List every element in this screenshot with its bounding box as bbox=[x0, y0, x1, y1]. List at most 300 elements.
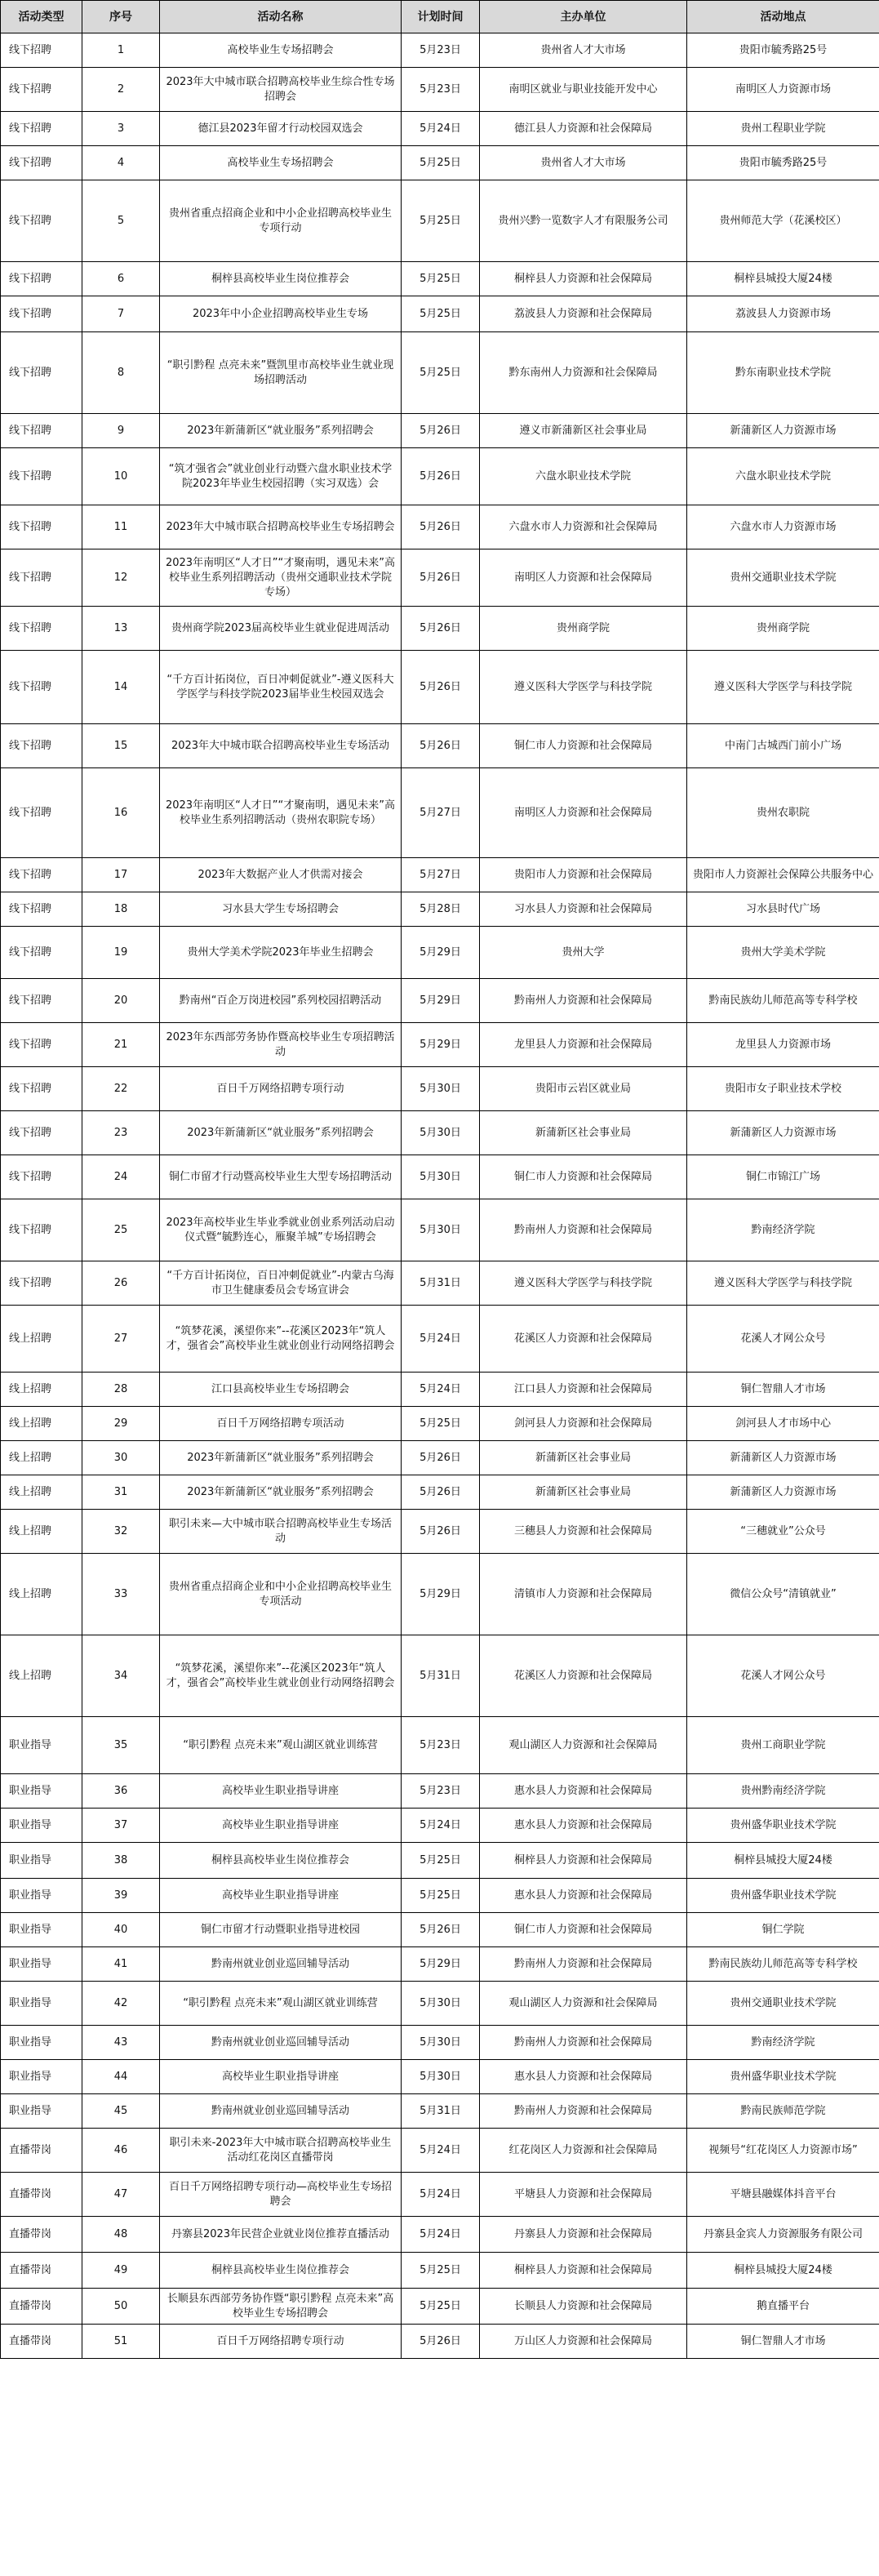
table-row bbox=[1, 262, 879, 296]
type-cell: 直播带岗 bbox=[1, 2289, 82, 2325]
date-cell: 5月25日 bbox=[402, 2253, 480, 2289]
date-cell: 5月24日 bbox=[402, 1373, 480, 1407]
type-cell: 线下招聘 bbox=[1, 332, 82, 414]
date-cell: 5月31日 bbox=[402, 2094, 480, 2129]
table-row bbox=[1, 2094, 879, 2129]
table-row bbox=[1, 448, 879, 505]
number-cell: 41 bbox=[82, 1947, 160, 1982]
type-cell: 职业指导 bbox=[1, 1947, 82, 1982]
place-cell: 铜仁智鼎人才市场 bbox=[687, 1373, 879, 1407]
place-cell: 新蒲新区人力资源市场 bbox=[687, 1475, 879, 1510]
table-body bbox=[1, 33, 879, 2359]
place-cell: 贵州交通职业技术学院 bbox=[687, 1982, 879, 2026]
activity-name-cell: 2023年大数据产业人才供需对接会 bbox=[160, 858, 402, 892]
number-cell: 43 bbox=[82, 2026, 160, 2060]
number-cell: 34 bbox=[82, 1635, 160, 1717]
place-cell: 桐梓县城投大厦24楼 bbox=[687, 262, 879, 296]
activity-name-cell: 职引未来—大中城市联合招聘高校毕业生专场活动 bbox=[160, 1510, 402, 1554]
activity-name-cell: 黔南州就业创业巡回辅导活动 bbox=[160, 2026, 402, 2060]
type-cell: 线下招聘 bbox=[1, 858, 82, 892]
place-cell: 贵阳市女子职业技术学校 bbox=[687, 1067, 879, 1111]
type-cell: 线下招聘 bbox=[1, 549, 82, 607]
host-cell: 新蒲新区社会事业局 bbox=[480, 1441, 687, 1475]
place-cell: 贵州盛华职业技术学院 bbox=[687, 2060, 879, 2094]
host-cell: 黔南州人力资源和社会保障局 bbox=[480, 1947, 687, 1982]
activity-name-cell: 百日千万网络招聘专项行动—高校毕业生专场招聘会 bbox=[160, 2173, 402, 2217]
date-cell: 5月25日 bbox=[402, 332, 480, 414]
date-cell: 5月26日 bbox=[402, 448, 480, 505]
place-cell: 新蒲新区人力资源市场 bbox=[687, 1111, 879, 1155]
type-cell: 线下招聘 bbox=[1, 112, 82, 146]
number-cell: 14 bbox=[82, 651, 160, 724]
type-cell: 线下招聘 bbox=[1, 1067, 82, 1111]
number-cell: 37 bbox=[82, 1809, 160, 1843]
table-row bbox=[1, 332, 879, 414]
date-cell: 5月23日 bbox=[402, 1774, 480, 1809]
table-row bbox=[1, 927, 879, 979]
host-cell: 剑河县人力资源和社会保障局 bbox=[480, 1407, 687, 1441]
activity-name-cell: “千方百计拓岗位，百日冲刺促就业”-遵义医科大学医学与科技学院2023届毕业生校园双选会 bbox=[160, 651, 402, 724]
type-cell: 职业指导 bbox=[1, 1879, 82, 1913]
date-cell: 5月31日 bbox=[402, 1635, 480, 1717]
number-cell: 15 bbox=[82, 724, 160, 768]
date-cell: 5月25日 bbox=[402, 146, 480, 180]
number-cell: 4 bbox=[82, 146, 160, 180]
table-row bbox=[1, 1554, 879, 1635]
date-cell: 5月23日 bbox=[402, 33, 480, 68]
host-cell: 铜仁市人力资源和社会保障局 bbox=[480, 1913, 687, 1947]
place-cell: 贵州师范大学（花溪校区） bbox=[687, 180, 879, 262]
host-cell: 德江县人力资源和社会保障局 bbox=[480, 112, 687, 146]
date-cell: 5月29日 bbox=[402, 927, 480, 979]
number-cell: 45 bbox=[82, 2094, 160, 2129]
type-cell: 直播带岗 bbox=[1, 2325, 82, 2359]
host-cell: 铜仁市人力资源和社会保障局 bbox=[480, 1155, 687, 1199]
type-cell: 线下招聘 bbox=[1, 146, 82, 180]
number-cell: 13 bbox=[82, 607, 160, 651]
type-cell: 线下招聘 bbox=[1, 768, 82, 858]
table-row bbox=[1, 549, 879, 607]
table-row bbox=[1, 2217, 879, 2253]
activity-name-cell: “职引黔程 点亮未来”观山湖区就业训练营 bbox=[160, 1982, 402, 2026]
host-cell: 龙里县人力资源和社会保障局 bbox=[480, 1023, 687, 1067]
type-cell: 线下招聘 bbox=[1, 1023, 82, 1067]
place-cell: 新蒲新区人力资源市场 bbox=[687, 414, 879, 448]
table-row bbox=[1, 1407, 879, 1441]
number-cell: 10 bbox=[82, 448, 160, 505]
table-row bbox=[1, 607, 879, 651]
host-cell: 遵义市新蒲新区社会事业局 bbox=[480, 414, 687, 448]
host-cell: 万山区人力资源和社会保障局 bbox=[480, 2325, 687, 2359]
activity-name-cell: “筑才强省会”就业创业行动暨六盘水职业技术学院2023年毕业生校园招聘（实习双选）会 bbox=[160, 448, 402, 505]
number-cell: 47 bbox=[82, 2173, 160, 2217]
host-cell: 贵阳市云岩区就业局 bbox=[480, 1067, 687, 1111]
place-cell: 花溪人才网公众号 bbox=[687, 1635, 879, 1717]
table-row bbox=[1, 768, 879, 858]
number-cell: 26 bbox=[82, 1261, 160, 1306]
activity-name-cell: 江口县高校毕业生专场招聘会 bbox=[160, 1373, 402, 1407]
place-cell: 铜仁市锦江广场 bbox=[687, 1155, 879, 1199]
number-cell: 48 bbox=[82, 2217, 160, 2253]
activity-name-cell: “筑梦花溪，溪望你来”--花溪区2023年“筑人才，强省会”高校毕业生就业创业行动网络招聘会 bbox=[160, 1306, 402, 1373]
table-row bbox=[1, 296, 879, 332]
activity-name-cell: 铜仁市留才行动暨高校毕业生大型专场招聘活动 bbox=[160, 1155, 402, 1199]
date-cell: 5月27日 bbox=[402, 858, 480, 892]
table-row bbox=[1, 112, 879, 146]
place-cell: 贵阳市毓秀路25号 bbox=[687, 33, 879, 68]
number-cell: 22 bbox=[82, 1067, 160, 1111]
table-row bbox=[1, 146, 879, 180]
activity-name-cell: 铜仁市留才行动暨职业指导进校园 bbox=[160, 1913, 402, 1947]
date-cell: 5月30日 bbox=[402, 1155, 480, 1199]
table-row bbox=[1, 1843, 879, 1879]
activity-name-cell: 2023年中小企业招聘高校毕业生专场 bbox=[160, 296, 402, 332]
place-cell: 剑河县人才市场中心 bbox=[687, 1407, 879, 1441]
date-cell: 5月24日 bbox=[402, 112, 480, 146]
date-cell: 5月26日 bbox=[402, 724, 480, 768]
host-cell: 黔南州人力资源和社会保障局 bbox=[480, 979, 687, 1023]
host-cell: 新蒲新区社会事业局 bbox=[480, 1475, 687, 1510]
date-cell: 5月23日 bbox=[402, 1717, 480, 1774]
number-cell: 23 bbox=[82, 1111, 160, 1155]
number-cell: 19 bbox=[82, 927, 160, 979]
type-cell: 线下招聘 bbox=[1, 33, 82, 68]
number-cell: 33 bbox=[82, 1554, 160, 1635]
table-row bbox=[1, 1261, 879, 1306]
number-cell: 35 bbox=[82, 1717, 160, 1774]
date-cell: 5月30日 bbox=[402, 1199, 480, 1261]
host-cell: 贵州省人才大市场 bbox=[480, 146, 687, 180]
place-cell: 桐梓县城投大厦24楼 bbox=[687, 1843, 879, 1879]
host-cell: 黔南州人力资源和社会保障局 bbox=[480, 2094, 687, 2129]
table-row bbox=[1, 2173, 879, 2217]
date-cell: 5月23日 bbox=[402, 68, 480, 112]
table-row bbox=[1, 33, 879, 68]
host-cell: 观山湖区人力资源和社会保障局 bbox=[480, 1717, 687, 1774]
type-cell: 线上招聘 bbox=[1, 1441, 82, 1475]
number-cell: 20 bbox=[82, 979, 160, 1023]
activity-name-cell: 百日千万网络招聘专项行动 bbox=[160, 1067, 402, 1111]
table-row bbox=[1, 1441, 879, 1475]
date-cell: 5月26日 bbox=[402, 651, 480, 724]
number-cell: 36 bbox=[82, 1774, 160, 1809]
activity-name-cell: “职引黔程 点亮未来”暨凯里市高校毕业生就业现场招聘活动 bbox=[160, 332, 402, 414]
type-cell: 线下招聘 bbox=[1, 979, 82, 1023]
number-cell: 6 bbox=[82, 262, 160, 296]
header-host: 主办单位 bbox=[480, 1, 687, 33]
type-cell: 职业指导 bbox=[1, 2026, 82, 2060]
date-cell: 5月24日 bbox=[402, 1809, 480, 1843]
table-row bbox=[1, 1913, 879, 1947]
date-cell: 5月30日 bbox=[402, 1982, 480, 2026]
host-cell: 南明区人力资源和社会保障局 bbox=[480, 549, 687, 607]
number-cell: 31 bbox=[82, 1475, 160, 1510]
table-row bbox=[1, 1809, 879, 1843]
place-cell: 桐梓县城投大厦24楼 bbox=[687, 2253, 879, 2289]
host-cell: 贵州省人才大市场 bbox=[480, 33, 687, 68]
number-cell: 30 bbox=[82, 1441, 160, 1475]
place-cell: 龙里县人力资源市场 bbox=[687, 1023, 879, 1067]
host-cell: 贵州兴黔一览数字人才有限服务公司 bbox=[480, 180, 687, 262]
number-cell: 3 bbox=[82, 112, 160, 146]
date-cell: 5月24日 bbox=[402, 2173, 480, 2217]
host-cell: 黔东南州人力资源和社会保障局 bbox=[480, 332, 687, 414]
table-row bbox=[1, 2026, 879, 2060]
date-cell: 5月26日 bbox=[402, 1510, 480, 1554]
host-cell: 惠水县人力资源和社会保障局 bbox=[480, 1809, 687, 1843]
type-cell: 线下招聘 bbox=[1, 414, 82, 448]
place-cell: 六盘水职业技术学院 bbox=[687, 448, 879, 505]
header-activity-name: 活动名称 bbox=[160, 1, 402, 33]
table-row bbox=[1, 1067, 879, 1111]
number-cell: 5 bbox=[82, 180, 160, 262]
header-row bbox=[1, 1, 879, 33]
place-cell: 贵州大学美术学院 bbox=[687, 927, 879, 979]
date-cell: 5月30日 bbox=[402, 2060, 480, 2094]
activity-name-cell: 贵州省重点招商企业和中小企业招聘高校毕业生专项活动 bbox=[160, 1554, 402, 1635]
date-cell: 5月25日 bbox=[402, 2289, 480, 2325]
activity-name-cell: 2023年南明区“人才日”“才聚南明，遇见未来”高校毕业生系列招聘活动（贵州农职院专场） bbox=[160, 768, 402, 858]
host-cell: 南明区就业与职业技能开发中心 bbox=[480, 68, 687, 112]
table-row bbox=[1, 724, 879, 768]
type-cell: 职业指导 bbox=[1, 1809, 82, 1843]
activity-name-cell: 黔南州就业创业巡回辅导活动 bbox=[160, 1947, 402, 1982]
table-row bbox=[1, 651, 879, 724]
activity-name-cell: 桐梓县高校毕业生岗位推荐会 bbox=[160, 2253, 402, 2289]
place-cell: 贵州盛华职业技术学院 bbox=[687, 1879, 879, 1913]
host-cell: 贵州商学院 bbox=[480, 607, 687, 651]
host-cell: 黔南州人力资源和社会保障局 bbox=[480, 1199, 687, 1261]
place-cell: 黔南民族幼儿师范高等专科学校 bbox=[687, 979, 879, 1023]
number-cell: 49 bbox=[82, 2253, 160, 2289]
host-cell: 清镇市人力资源和社会保障局 bbox=[480, 1554, 687, 1635]
date-cell: 5月25日 bbox=[402, 1879, 480, 1913]
date-cell: 5月25日 bbox=[402, 180, 480, 262]
place-cell: 黔南民族幼儿师范高等专科学校 bbox=[687, 1947, 879, 1982]
date-cell: 5月31日 bbox=[402, 1261, 480, 1306]
activity-name-cell: “筑梦花溪，溪望你来”--花溪区2023年“筑人才，强省会”高校毕业生就业创业行动网络招聘会 bbox=[160, 1635, 402, 1717]
host-cell: 平塘县人力资源和社会保障局 bbox=[480, 2173, 687, 2217]
type-cell: 职业指导 bbox=[1, 2060, 82, 2094]
number-cell: 9 bbox=[82, 414, 160, 448]
type-cell: 线下招聘 bbox=[1, 505, 82, 549]
number-cell: 28 bbox=[82, 1373, 160, 1407]
number-cell: 46 bbox=[82, 2129, 160, 2173]
type-cell: 线上招聘 bbox=[1, 1475, 82, 1510]
host-cell: 长顺县人力资源和社会保障局 bbox=[480, 2289, 687, 2325]
date-cell: 5月30日 bbox=[402, 1067, 480, 1111]
number-cell: 2 bbox=[82, 68, 160, 112]
number-cell: 39 bbox=[82, 1879, 160, 1913]
host-cell: 南明区人力资源和社会保障局 bbox=[480, 768, 687, 858]
host-cell: 荔波县人力资源和社会保障局 bbox=[480, 296, 687, 332]
host-cell: 铜仁市人力资源和社会保障局 bbox=[480, 724, 687, 768]
host-cell: 遵义医科大学医学与科技学院 bbox=[480, 1261, 687, 1306]
place-cell: 南明区人力资源市场 bbox=[687, 68, 879, 112]
number-cell: 27 bbox=[82, 1306, 160, 1373]
place-cell: 平塘县融媒体抖音平台 bbox=[687, 2173, 879, 2217]
header-date: 计划时间 bbox=[402, 1, 480, 33]
activity-name-cell: 2023年新蒲新区“就业服务”系列招聘会 bbox=[160, 1441, 402, 1475]
place-cell: 黔东南职业技术学院 bbox=[687, 332, 879, 414]
date-cell: 5月26日 bbox=[402, 505, 480, 549]
host-cell: 六盘水市人力资源和社会保障局 bbox=[480, 505, 687, 549]
type-cell: 线上招聘 bbox=[1, 1510, 82, 1554]
date-cell: 5月26日 bbox=[402, 2325, 480, 2359]
type-cell: 线下招聘 bbox=[1, 1111, 82, 1155]
host-cell: 三穗县人力资源和社会保障局 bbox=[480, 1510, 687, 1554]
table-row bbox=[1, 505, 879, 549]
place-cell: 微信公众号“清镇就业” bbox=[687, 1554, 879, 1635]
host-cell: 惠水县人力资源和社会保障局 bbox=[480, 1774, 687, 1809]
place-cell: 黔南经济学院 bbox=[687, 2026, 879, 2060]
date-cell: 5月30日 bbox=[402, 2026, 480, 2060]
number-cell: 7 bbox=[82, 296, 160, 332]
table-row bbox=[1, 1155, 879, 1199]
activity-name-cell: 2023年大中城市联合招聘高校毕业生专场招聘会 bbox=[160, 505, 402, 549]
date-cell: 5月27日 bbox=[402, 768, 480, 858]
type-cell: 直播带岗 bbox=[1, 2173, 82, 2217]
number-cell: 29 bbox=[82, 1407, 160, 1441]
place-cell: 六盘水市人力资源市场 bbox=[687, 505, 879, 549]
type-cell: 直播带岗 bbox=[1, 2217, 82, 2253]
table-row bbox=[1, 1475, 879, 1510]
place-cell: 遵义医科大学医学与科技学院 bbox=[687, 651, 879, 724]
place-cell: 鹅直播平台 bbox=[687, 2289, 879, 2325]
activity-name-cell: 2023年新蒲新区“就业服务”系列招聘会 bbox=[160, 414, 402, 448]
type-cell: 线上招聘 bbox=[1, 1306, 82, 1373]
table-row bbox=[1, 2325, 879, 2359]
activity-name-cell: 2023年大中城市联合招聘高校毕业生综合性专场招聘会 bbox=[160, 68, 402, 112]
place-cell: “三穗就业”公众号 bbox=[687, 1510, 879, 1554]
activity-name-cell: 长顺县东西部劳务协作暨“职引黔程 点亮未来”高校毕业生专场招聘会 bbox=[160, 2289, 402, 2325]
place-cell: 花溪人才网公众号 bbox=[687, 1306, 879, 1373]
place-cell: 贵州工程职业学院 bbox=[687, 112, 879, 146]
activity-name-cell: 高校毕业生专场招聘会 bbox=[160, 33, 402, 68]
date-cell: 5月29日 bbox=[402, 1554, 480, 1635]
host-cell: 红花岗区人力资源和社会保障局 bbox=[480, 2129, 687, 2173]
place-cell: 黔南经济学院 bbox=[687, 1199, 879, 1261]
table-row bbox=[1, 1879, 879, 1913]
table-row bbox=[1, 2289, 879, 2325]
number-cell: 51 bbox=[82, 2325, 160, 2359]
host-cell: 贵阳市人力资源和社会保障局 bbox=[480, 858, 687, 892]
header-number: 序号 bbox=[82, 1, 160, 33]
type-cell: 职业指导 bbox=[1, 1843, 82, 1879]
type-cell: 线上招聘 bbox=[1, 1635, 82, 1717]
activity-name-cell: 2023年南明区“人才日”“才聚南明，遇见未来”高校毕业生系列招聘活动（贵州交通职业技术学院专场） bbox=[160, 549, 402, 607]
activity-name-cell: 贵州商学院2023届高校毕业生就业促进周活动 bbox=[160, 607, 402, 651]
date-cell: 5月26日 bbox=[402, 607, 480, 651]
place-cell: 习水县时代广场 bbox=[687, 892, 879, 927]
place-cell: 视频号“红花岗区人力资源市场” bbox=[687, 2129, 879, 2173]
date-cell: 5月25日 bbox=[402, 1843, 480, 1879]
date-cell: 5月26日 bbox=[402, 414, 480, 448]
table-row bbox=[1, 858, 879, 892]
number-cell: 16 bbox=[82, 768, 160, 858]
activity-name-cell: 职引未来-2023年大中城市联合招聘高校毕业生活动红花岗区直播带岗 bbox=[160, 2129, 402, 2173]
type-cell: 线下招聘 bbox=[1, 927, 82, 979]
table-row bbox=[1, 892, 879, 927]
number-cell: 40 bbox=[82, 1913, 160, 1947]
activity-name-cell: “千方百计拓岗位，百日冲刺促就业”-内蒙古乌海市卫生健康委员会专场宣讲会 bbox=[160, 1261, 402, 1306]
activity-name-cell: 贵州大学美术学院2023年毕业生招聘会 bbox=[160, 927, 402, 979]
activity-name-cell: 丹寨县2023年民营企业就业岗位推荐直播活动 bbox=[160, 2217, 402, 2253]
host-cell: 黔南州人力资源和社会保障局 bbox=[480, 2026, 687, 2060]
date-cell: 5月30日 bbox=[402, 1111, 480, 1155]
number-cell: 1 bbox=[82, 33, 160, 68]
number-cell: 11 bbox=[82, 505, 160, 549]
activity-name-cell: 黔南州就业创业巡回辅导活动 bbox=[160, 2094, 402, 2129]
table-row bbox=[1, 1982, 879, 2026]
number-cell: 25 bbox=[82, 1199, 160, 1261]
number-cell: 24 bbox=[82, 1155, 160, 1199]
activity-name-cell: “职引黔程 点亮未来”观山湖区就业训练营 bbox=[160, 1717, 402, 1774]
table-row bbox=[1, 2129, 879, 2173]
type-cell: 职业指导 bbox=[1, 1717, 82, 1774]
number-cell: 21 bbox=[82, 1023, 160, 1067]
number-cell: 42 bbox=[82, 1982, 160, 2026]
host-cell: 习水县人力资源和社会保障局 bbox=[480, 892, 687, 927]
host-cell: 观山湖区人力资源和社会保障局 bbox=[480, 1982, 687, 2026]
table-row bbox=[1, 2060, 879, 2094]
place-cell: 铜仁学院 bbox=[687, 1913, 879, 1947]
table-row bbox=[1, 979, 879, 1023]
place-cell: 贵州盛华职业技术学院 bbox=[687, 1809, 879, 1843]
date-cell: 5月29日 bbox=[402, 1947, 480, 1982]
type-cell: 职业指导 bbox=[1, 1982, 82, 2026]
header-type: 活动类型 bbox=[1, 1, 82, 33]
number-cell: 18 bbox=[82, 892, 160, 927]
host-cell: 惠水县人力资源和社会保障局 bbox=[480, 2060, 687, 2094]
place-cell: 荔波县人力资源市场 bbox=[687, 296, 879, 332]
type-cell: 线下招聘 bbox=[1, 180, 82, 262]
table-row bbox=[1, 1306, 879, 1373]
host-cell: 遵义医科大学医学与科技学院 bbox=[480, 651, 687, 724]
place-cell: 贵阳市人力资源社会保障公共服务中心 bbox=[687, 858, 879, 892]
host-cell: 桐梓县人力资源和社会保障局 bbox=[480, 262, 687, 296]
place-cell: 新蒲新区人力资源市场 bbox=[687, 1441, 879, 1475]
place-cell: 贵州交通职业技术学院 bbox=[687, 549, 879, 607]
header-place: 活动地点 bbox=[687, 1, 879, 33]
table-row bbox=[1, 1111, 879, 1155]
date-cell: 5月26日 bbox=[402, 1913, 480, 1947]
number-cell: 44 bbox=[82, 2060, 160, 2094]
table-row bbox=[1, 1023, 879, 1067]
type-cell: 直播带岗 bbox=[1, 2253, 82, 2289]
host-cell: 新蒲新区社会事业局 bbox=[480, 1111, 687, 1155]
type-cell: 线下招聘 bbox=[1, 68, 82, 112]
place-cell: 遵义医科大学医学与科技学院 bbox=[687, 1261, 879, 1306]
activity-name-cell: 习水县大学生专场招聘会 bbox=[160, 892, 402, 927]
place-cell: 黔南民族师范学院 bbox=[687, 2094, 879, 2129]
type-cell: 职业指导 bbox=[1, 2094, 82, 2129]
date-cell: 5月26日 bbox=[402, 1441, 480, 1475]
table-row bbox=[1, 1774, 879, 1809]
activity-name-cell: 高校毕业生职业指导讲座 bbox=[160, 1774, 402, 1809]
activity-name-cell: 桐梓县高校毕业生岗位推荐会 bbox=[160, 1843, 402, 1879]
number-cell: 50 bbox=[82, 2289, 160, 2325]
host-cell: 丹寨县人力资源和社会保障局 bbox=[480, 2217, 687, 2253]
place-cell: 贵州商学院 bbox=[687, 607, 879, 651]
host-cell: 贵州大学 bbox=[480, 927, 687, 979]
activity-name-cell: 2023年高校毕业生毕业季就业创业系列活动启动仪式暨“毓黔连心，雁聚羊城”专场招聘会 bbox=[160, 1199, 402, 1261]
date-cell: 5月28日 bbox=[402, 892, 480, 927]
activity-name-cell: 高校毕业生职业指导讲座 bbox=[160, 1809, 402, 1843]
type-cell: 线下招聘 bbox=[1, 448, 82, 505]
activity-name-cell: 2023年大中城市联合招聘高校毕业生专场活动 bbox=[160, 724, 402, 768]
table-row bbox=[1, 180, 879, 262]
